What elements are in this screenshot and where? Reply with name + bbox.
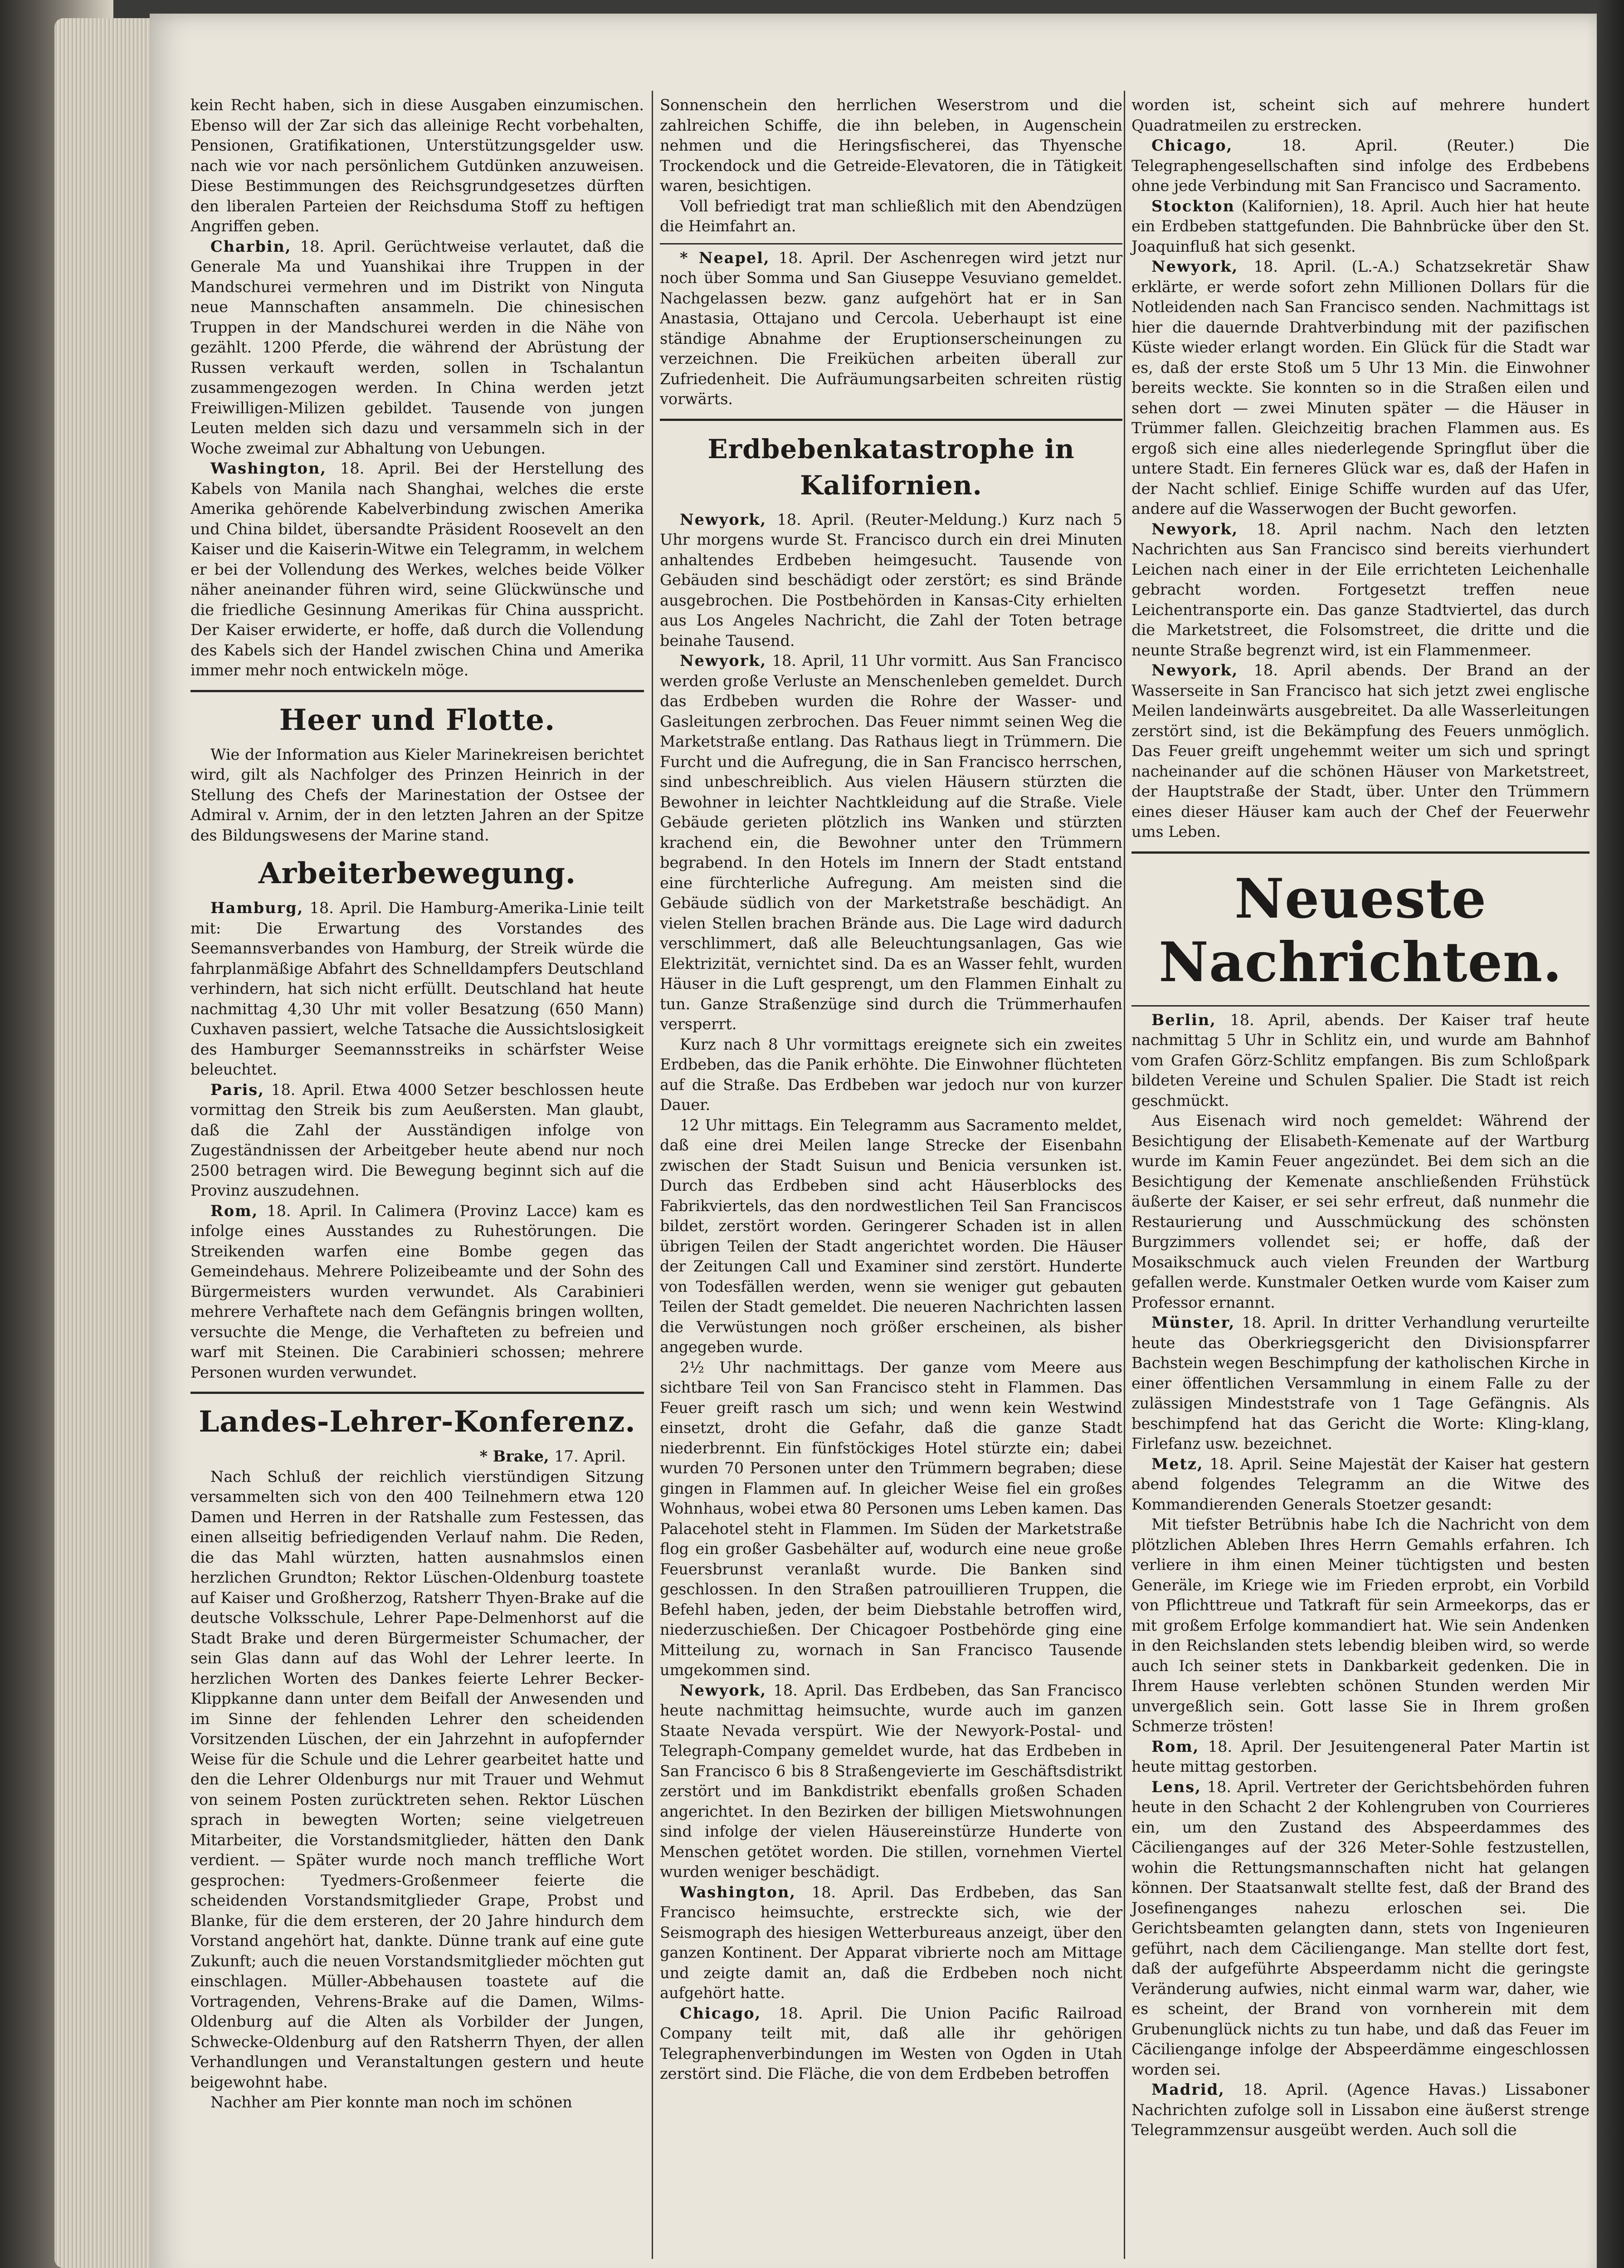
dateline: Paris, <box>210 1080 264 1099</box>
article-paragraph: kein Recht haben, sich in diese Ausgaben einzumischen. Ebenso will der Zar sich das alleinige Recht vorbehalten, Pensionen, Gratifikationen, Unterstützungsgelder usw. nach wie vor nach persönlichem Gutdünken anzuweisen. Diese Bestimmungen des Reichsgrundgesetzes dürften den liberalen Parteien der Reichsduma Stoff zu heftigen Angriffen geben. <box>190 96 644 235</box>
news-item: Metz, 18. April. Seine Majestät der Kaiser hat gestern abend folgendes Telegramm an die Witwe des Kommandierenden Generals Stoetzer gesandt: <box>1131 1455 1590 1513</box>
dateline: Hamburg, <box>210 899 304 917</box>
news-item: Paris, 18. April. Etwa 4000 Setzer beschlossen heute vormittag den Streik bis zum Aeußersten. Man glaubt, daß die Zahl der Ausständigen infolge von Zugeständnissen der Arbeitgeber heute abend nur noch 2500 betragen wird. Die Bewegung beginnt sich auf die Provinz auszudehnen. <box>190 1080 644 1199</box>
news-item: Newyork, 18. April abends. Der Brand an der Wasserseite in San Francisco hat sich jetzt zwei englische Meilen landeinwärts ausgebreitet. Da alle Wasserleitungen zerstört sind, ist die Bekämpfung des Feuers unmöglich. Das Feuer greift ungehemmt weiter um sich und springt nacheinander auf die schönen Häuser von Marketstreet, der Hauptstraße der Stadt, über. Unter den Trümmern eines dieser Häuser kam auch der Chef der Feuerwehr ums Leben. <box>1131 661 1590 841</box>
news-item: Madrid, 18. April. (Agence Havas.) Lissaboner Nachrichten zufolge soll in Lissabon eine äußerst strenge Telegrammzensur ausgeübt werden. Auch soll die <box>1131 2081 1590 2139</box>
news-item: Chicago, 18. April. (Reuter.) Die Telegraphengesellschaften sind infolge des Erdbebens ohne jede Verbindung mit San Francisco und Sacramento. <box>1131 137 1590 195</box>
article-paragraph: Aus Eisenach wird noch gemeldet: Während der Besichtigung der Elisabeth-Kemenate auf der Wartburg wurde im Kamin Feuer angezündet. Bei dem sich an die Besichtigung der Kemenate anschließenden Frühstück äußerte der Kaiser, er sei sehr erfreut, daß nunmehr die Restaurierung und Ausschmückung des schönsten Burgzimmers vollendet sei; er hoffe, daß der Mosaikschmuck auch vielen Freunden der Wartburg gefallen werde. Kunstmaler Oetken wurde vom Kaiser zum Professor ernannt. <box>1131 1112 1590 1311</box>
dateline: Newyork, <box>1151 258 1239 275</box>
news-item: Rom, 18. April. Der Jesuitengeneral Pater Martin ist heute mittag gestorben. <box>1131 1737 1590 1775</box>
section-rule <box>190 1392 644 1394</box>
dateline: Chicago, <box>1151 137 1233 154</box>
news-item: Chicago, 18. April. Die Union Pacific Railroad Company teilt mit, daß alle ihr gehörigen Telegraphenverbindungen im Westen von Ogden in Utah zerstört sind. Die Fläche, die von dem Erdbeben betroffen <box>660 2004 1123 2082</box>
article-paragraph: Sonnenschein den herrlichen Weserstrom und die zahlreichen Schiffe, die ihn beleben, in Augenschein nehmen und die Heringsfischerei, das Thyensche Trockendock und die Getreide-Elevatoren, die in Tätigkeit waren, besichtigen. <box>660 96 1122 195</box>
dateline: Newyork, <box>680 1681 767 1699</box>
news-item: Charbin, 18. April. Gerüchtweise verlautet, daß die Generale Ma und Yuanshikai ihre Truppen in der Mandschurei vermehren und im Distrikt von Ninguta neue Mannschaften ansammeln. Die chinesischen Truppen in der Mandschurei werden in die Nähe von gezählt. 1200 Pferde, die während der Abrüstung der Russen verkauft werden, sollen in Tschalantun zusammengezogen werden. In China werden jetzt Freiwilligen-Milizen gebildet. Tausende von jungen Leuten melden sich dazu und versammeln sich in der Woche zweimal zur Abhaltung von Uebungen. <box>190 237 644 457</box>
dateline: Rom, <box>210 1202 258 1220</box>
article-paragraph: Wie der Information aus Kieler Marinekreisen berichtet wird, gilt als Nachfolger des Prinzen Heinrich in der Stellung des Chefs der Marinestation der Ostsee der Admiral v. Arnim, der in den letzten Jahren an der Spitze des Bildungswesens der Marine stand. <box>190 745 644 844</box>
article-paragraph: 2½ Uhr nachmittags. Der ganze vom Meere aus sichtbare Teil von San Francisco steht in Flammen. Das Feuer greift rasch um sich; und wenn kein Westwind einsetzt, droht die Gefahr, daß die ganze Stadt niederbrennt. Ein fünfstöckiges Hotel stürzte ein; dabei wurden 70 Personen unter den Trümmern begraben; diese gingen in Flammen auf. In gleicher Weise fiel ein großes Wohnhaus, wobei etwa 80 Personen ums Leben kamen. Das Palacehotel steht in Flammen. Im Süden der Marketstraße flog ein großer Gasbehälter auf, wodurch eine neue große Feuersbrunst veranlaßt wurde. Die Banken sind geschlossen. In den Straßen patrouillieren Truppen, die Befehl haben, jeden, der beim Diebstahle betroffen wird, niederzuschießen. Der Chicagoer Postbehörde ging eine Mitteilung zu, wornach in San Francisco Tausende umgekommen sind. <box>660 1358 1122 1679</box>
dateline: Münster, <box>1151 1314 1235 1331</box>
column-2 <box>660 95 1122 2084</box>
dateline: Newyork, <box>680 652 767 670</box>
section-heading: Heer und Flotte. <box>279 703 556 737</box>
dateline: Metz, <box>1151 1455 1204 1473</box>
dateline: * Neapel, <box>680 249 770 267</box>
article-paragraph: Nachher am Pier konnte man noch im schönen <box>210 2093 572 2111</box>
dateline: Madrid, <box>1151 2081 1225 2098</box>
news-item: Hamburg, 18. April. Die Hamburg-Amerika-Linie teilt mit: Die Erwartung des Vorstandes des Seemannsverbandes von Hamburg, der Streik würde die fahrplanmäßige Abfahrt des Schnelldampfers Deutschland verhindern, hat sich nicht erfüllt. Deutschland hat heute nachmittag 4,30 Uhr mit voller Besatzung (650 Mann) Cuxhaven passiert, welche Tatsache die Aussichtslosigkeit des Hamburger Seemannsstreiks in schärfster Weise beleuchtet. <box>190 899 644 1078</box>
news-item: Newyork, 18. April. Das Erdbeben, das San Francisco heute nachmittag heimsuchte, wurde auch im ganzen Staate Nevada verspürt. Wie der Newyork-Postal- und Telegraph-Company gemeldet wurde, hat das Erdbeben in San Francisco 6 bis 8 Straßengevierte im Geschäftsdistrikt zerstört und im Bankdistrikt ebenfalls großen Schaden angerichtet. In den Bezirken der billigen Mietswohnungen sind infolge der vielen Häusereinstürze Hunderte von Menschen getötet worden. Die stillen, vornehmen Viertel wurden weniger beschädigt. <box>660 1681 1122 1881</box>
article-paragraph: Voll befriedigt trat man schließlich mit den Abendzügen die Heimfahrt an. <box>660 197 1122 235</box>
column-rule <box>1124 91 1125 2259</box>
section-heading: Erdbebenkatastrophe in Kalifornien. <box>707 433 1075 501</box>
dateline: Stockton <box>1151 197 1235 215</box>
news-item: Münster, 18. April. In dritter Verhandlung verurteilte heute das Oberkriegsgericht den Divisionspfarrer Bachstein wegen Beschimpfung der katholischen Kirche in einer öffentlichen Versammlung in einem Falle zu der zulässigen Mindeststrafe von 1 Tage Gefängnis. Als beschimpfend hat das Gericht die Worte: Kling-klang, Firlefanz usw. bezeichnet. <box>1131 1314 1590 1452</box>
news-item: Newyork, 18. April nachm. Nach den letzten Nachrichten aus San Francisco sind bereits vierhundert Leichen nach einer in der Eile errichteten Leichenhalle gebracht worden. Fortgesetzt treffen neue Leichentransporte ein. Das ganze Stadtviertel, das durch die Marketstreet, die Folsomstreet, die dritte und die neunte Straße begrenzt wird, ist ein Flammenmeer. <box>1131 520 1590 659</box>
article-paragraph: Kurz nach 8 Uhr vormittags ereignete sich ein zweites Erdbeben, das die Panik erhöhte. Die Einwohner flüchteten auf die Straße. Das Erdbeben war jedoch nur von kurzer Dauer. <box>660 1035 1122 1114</box>
dateline: Newyork, <box>1151 661 1239 679</box>
dateline: Washington, <box>680 1883 796 1901</box>
column-1 <box>190 95 644 2113</box>
news-item: Newyork, 18. April. (Reuter-Meldung.) Kurz nach 5 Uhr morgens wurde St. Francisco durch ein drei Minuten anhaltendes Erdbeben heimgesucht. Tausende von Gebäuden sind beschädigt oder zerstört; es sind Brände ausgebrochen. Die Postbehörden in Kansas-City erhielten aus Los Angeles Nachricht, die Zahl der Toten betrage beinahe Tausend. <box>660 510 1122 650</box>
article-paragraph: Nach Schluß der reichlich vierstündigen Sitzung versammelten sich von den 400 Teilnehmern etwa 120 Damen und Herren in der Ratshalle zum Festessen, das einen allseitig befriedigenden Verlauf nahm. Die Reden, die das Mahl würzten, hatten ausnahmslos einen herzlichen Grundton; Rektor Lüschen-Oldenburg toastete auf Kaiser und Großherzog, Ratsherr Thyen-Brake auf die deutsche Volksschule, Lehrer Pape-Delmenhorst auf die Stadt Brake und deren Bürgermeister Schumacher, der sein Glas dann auf das Wohl der Lehrer leerte. In herzlichen Worten des Dankes feierte Lehrer Becker-Klippkanne dann unter dem Beifall der Anwesenden und im Sinne der fehlenden Lehrer den scheidenden Vorsitzenden Lüschen, der ein Jahrzehnt in aufopfernder Weise für die Schule und die Lehrer gearbeitet hatte und den die Lehrer Oldenburgs nur mit Trauer und Wehmut von seinem Posten zurücktreten sehen. Rektor Lüschen sprach in bewegten Worten; seine vielgetreuen Mitarbeiter, die Vorstandsmitglieder, hätten den Dank verdient. — Später wurde noch manch treffliche Wort gesprochen: Tyedmers-Großenmeer feierte die scheidenden Vorstandsmitglieder Grape, Probst und Blanke, für die dem ersteren, der 20 Jahre hindurch dem Vorstand angehört hat, dankte. Dünne trank auf eine gute Zukunft; auch die neuen Vorstandsmitglieder möchten gut einschlagen. Müller-Abbehausen toastete auf die Vortragenden, Vehrens-Brake auf die Damen, Wilms-Oldenburg auf die Alten als Vorbilder der Jungen, Schwecke-Oldenburg auf den Ratsherrn Thyen, der allen Verhandlungen und Veranstaltungen gestern und heute beigewohnt habe. <box>190 1467 644 2091</box>
column-rule <box>652 91 653 2259</box>
news-item: * Neapel, 18. April. Der Aschenregen wird jetzt nur noch über Somma und San Giuseppe Vesuviano gemeldet. Nachgelassen bezw. ganz aufgehört hat er in San Anastasia, Ottajano und Cercola. Ueberhaupt ist eine ständige Abnahme der Eruptionserscheinungen zu verzeichnen. Die Freiküchen arbeiten überall zur Zufriedenheit. Die Aufräumungsarbeiten schreiten rüstig vorwärts. <box>660 249 1123 408</box>
section-rule <box>1131 1005 1590 1007</box>
dateline-line: * Brake, 17. April. <box>479 1447 626 1465</box>
news-item: Washington, 18. April. Das Erdbeben, das San Francisco heimsuchte, erstreckte sich, wie der Seismograph des hiesigen Wetterbureaus anzeigt, über den ganzen Kontinent. Der Apparat vibrierte noch am Mittage und zeigte damit an, daß die Erdbeben noch nicht aufgehört hatte. <box>660 1883 1122 2002</box>
dateline: Charbin, <box>210 237 292 255</box>
news-item: Rom, 18. April. In Calimera (Provinz Lacce) kam es infolge eines Ausstandes zu Ruhestörungen. Die Streikenden warfen eine Bombe gegen das Gemeindehaus. Mehrere Polizeibeamte und der Sohn des Bürgermeisters wurden verwundet. Als Carabinieri mehrere Verhaftete nach dem Gefängnis bringen wollten, versuchte die Menge, die Verhafteten zu befreien und warf mit Steinen. Die Carabinieri schossen; mehrere Personen wurden verwundet. <box>190 1202 644 1381</box>
section-rule <box>660 419 1122 421</box>
section-heading: Arbeiterbewegung. <box>258 856 576 890</box>
section-heading: Landes-Lehrer-Konferenz. <box>199 1405 636 1439</box>
news-item: Stockton (Kalifornien), 18. April. Auch hier hat heute ein Erdbeben stattgefunden. Die Bahnbrücke über den St. Joaquinfluß hat sich gesenkt. <box>1131 197 1590 255</box>
dateline: Lens, <box>1151 1778 1201 1796</box>
section-heading: Neueste Nachrichten. <box>1159 866 1562 994</box>
section-rule <box>1131 851 1590 854</box>
dateline: Newyork, <box>680 510 767 528</box>
article-paragraph: 12 Uhr mittags. Ein Telegramm aus Sacramento meldet, daß eine drei Meilen lange Strecke der Eisenbahn zwischen der Stadt Suisun und Benicia versunken ist. Durch das Erdbeben sind acht Häuserblocks des Fabrikviertels, das den nordwestlichen Teil San Franciscos bildet, zerstört worden. Geringerer Schaden ist in allen übrigen Teilen der Stadt angerichtet worden. Die Häuser der Zeitungen Call und Examiner sind zerstört. Hunderte von Todesfällen werden, wenn sie weniger gut gebauten Teilen der Stadt gemeldet. Die neueren Nachrichten lassen die Verwüstungen noch größer erscheinen, als bisher angegeben wurde. <box>660 1116 1122 1356</box>
dateline: Berlin, <box>1151 1011 1216 1029</box>
news-item: Newyork, 18. April. (L.-A.) Schatzsekretär Shaw erklärte, er werde sofort zehn Millionen Dollars für die Notleidenden nach San Francisco senden. Nachmittags ist hier die dauernde Drahtverbindung mit der pazifischen Küste wieder erlangt worden. Ein Glück für die Stadt war es, daß der erste Stoß um 5 Uhr 13 Min. die Einwohner bereits weckte. Sie konnten so in die Straßen eilen und sehen dort — zwei Minuten später — die Häuser in Trümmer fallen. Gleichzeitig brachen Flammen aus. Es ergoß sich eine alles niederlegende Springflut über die untere Stadt. Ein ferneres Glück war es, daß der Hafen in der Nacht schlief. Einige Schiffe wurden auf das Ufer, andere auf die Wasserwogen der Bucht geworfen. <box>1131 258 1590 518</box>
column-3 <box>1131 95 1590 2141</box>
news-item: Berlin, 18. April, abends. Der Kaiser traf heute nachmittag 5 Uhr in Schlitz ein, und wurde am Bahnhof vom Grafen Görz-Schlitz empfangen. Bis zum Schloßpark bildeten Vereine und Schulen Spalier. Die Stadt ist reich geschmückt. <box>1131 1011 1590 1110</box>
dateline: Washington, <box>210 459 327 477</box>
section-rule <box>190 690 644 692</box>
dateline: Chicago, <box>680 2004 761 2022</box>
section-rule <box>660 243 1122 244</box>
news-item: Newyork, 18. April, 11 Uhr vormitt. Aus San Francisco werden große Verluste an Menschenleben gemeldet. Durch das Erdbeben wurden die Rohre der Wasser- und Gasleitungen zerbrochen. Das Feuer nimmt seinen Weg die Marketstraße entlang. Das Rathaus liegt in Trümmern. Die Furcht und die Aufregung, die in San Francisco herrschen, sind unbeschreiblich. Aus vielen Häusern stürzten die Bewohner in leichter Nachtkleidung auf die Straße. Viele Gebäude gerieten plötzlich ins Wanken und stürzten krachend ein, die Bewohner unter den Trümmern begrabend. In den Hotels im Innern der Stadt entstand eine fürchterliche Aufregung. Am meisten sind die Gebäude südlich von der Marketstraße beschädigt. An vielen Stellen brachen Brände aus. Die Lage wird dadurch verschlimmert, daß alle Beleuchtungsanlagen, Gas wie Elektrizität, vernichtet sind. Da es an Wasser fehlt, wurden Häuser in die Luft gesprengt, um den Flammen Einhalt zu tun. Ganze Straßenzüge sind durch die Trümmerhaufen versperrt. <box>660 652 1122 1033</box>
dateline: Rom, <box>1151 1737 1200 1755</box>
news-item: Washington, 18. April. Bei der Herstellung des Kabels von Manila nach Shanghai, welches die erste Amerika gehörende Kabelverbindung zwischen Amerika und China bildet, übersandte Präsident Roosevelt an den Kaiser und die Kaiserin-Witwe ein Telegramm, in welchem er bei der Vollendung des Werkes, welches beide Völker näher aneinander führen wird, seine Glückwünsche und die friedliche Gesinnung Amerikas für China ausspricht. Der Kaiser erwiderte, er hoffe, daß durch die Vollendung des Kabels sich der Handel zwischen China und Amerika immer mehr noch entwickeln möge. <box>190 459 644 679</box>
dateline: Newyork, <box>1151 520 1239 538</box>
quoted-telegram: Mit tiefster Betrübnis habe Ich die Nachricht von dem plötzlichen Ableben Ihres Herrn Gemahls erfahren. Ich verliere in ihm einen Meiner tüchtigsten und besten Generäle, im Kriege wie im Frieden erprobt, ein Vorbild von Pflichttreue und Tatkraft für sein Armeekorps, das er mit großem Erfolge kommandiert hat. Wie sein Andenken in den Reichslanden stets lebendig bleiben wird, so werde auch Ich seiner stets in Dankbarkeit gedenken. Die in Ihrem Hause verlebten schönen Stunden werden Mir unvergeßlich sein. Gott lasse Sie in Ihrem großen Schmerze trösten! <box>1131 1515 1590 1735</box>
news-item: Lens, 18. April. Vertreter der Gerichtsbehörden fuhren heute in den Schacht 2 der Kohlengruben von Courrieres ein, um den Zustand des Abspeerdammes des Cäcilienganges auf der 326 Meter-Sohle festzustellen, wohin die Rettungsmannschaften nicht hat gelangen können. Der Staatsanwalt stellte fest, daß der Brand des Josefinenganges nahezu erloschen sei. Die Gerichtsbeamten gelangten dann, stets von Ingenieuren geführt, nach dem Cäciliengange. Man stellte dort fest, daß der aufgeführte Abspeerdamm nicht die geringste Veränderung aufwies, nicht einmal warm war, daher, wie es scheint, der Brand von vornherein mit dem Grubenunglück nichts zu tun habe, und daß das Feuer im Cäciliengange infolge der Abspeerdämme eingeschlossen worden sei. <box>1131 1778 1590 2078</box>
article-paragraph: worden ist, scheint sich auf mehrere hundert Quadratmeilen zu erstrecken. <box>1131 96 1590 134</box>
scan-edge <box>1597 0 1624 2268</box>
